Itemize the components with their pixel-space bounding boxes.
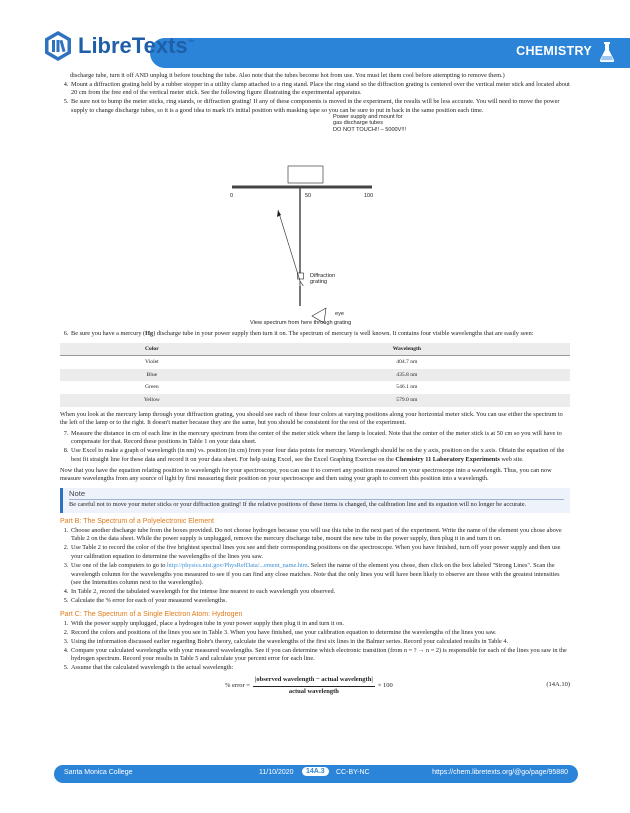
list-item: 2. Use Table 2 to record the color of the five brightest spectral lines you see and their corresponding positions on the spectroscope. When you have finished, turn off your power supply and then use your calibration equation to determine the wavelengths of the lines you saw. [70,544,570,561]
libretexts-logo-icon [44,30,72,62]
procedure-list-step6 [60,330,570,339]
color-cell: Yellow [60,394,244,407]
list-item: 3. Using the information discussed earlier regarding Bohr's theory, calculate the wavelengths of the first six lines in the Balmer series. Record your calculated results in Table 4. [70,638,570,647]
table-row [60,356,570,369]
page-footer [54,765,578,783]
procedure-list-part-b [60,527,570,606]
wavelength-cell: 404.7 nm [396,359,418,366]
sight-line-arrow [277,210,281,217]
apparatus-figure [60,113,570,286]
power-supply-box [288,166,323,183]
footer-date: 11/10/2020 [259,769,294,776]
libretexts-logo[interactable] [44,30,195,62]
color-cell: Violet [145,359,159,366]
list-item: 1. Choose another discharge tube from the boxes provided. Do not choose hydrogen because you will use this tube in the next part of the experiment. Write the name of the element you chose above Table 2 on the data sheet. While the power supply is unplugged, remove the mercury discharge tube, mount the new tube in the power supply, then plug it in and turn it on. [70,527,570,544]
footer-license: CC-BY-NC [336,769,370,776]
list-item: 8. Use Excel to make a graph of wavelength (in nm) vs. position (in cm) from your four data points for mercury. Wavelength should be on the y axis, position on the x axis. Obtain the equation of the best fit straight line for these data and record it on your data sheet. For help using Excel, see the Excel Graphing Exercise on the Chemistry 11 Laboratory Experiments web site. [70,447,570,464]
color-cell: Green [145,384,159,391]
subject-title: CHEMISTRY [516,44,592,58]
apparatus-diagram [60,113,570,286]
column-header-color: Color [60,343,244,356]
table-row [60,394,570,407]
equation-denominator: actual wavelength [288,687,339,695]
list-item: 2. Record the colors and positions of the lines you see in Table 3. When you have finished, use your calibration equation to determine the wavelengths of the lines you saw. [70,629,570,638]
tick-label-100: 100 [364,192,374,199]
list-item: 5. Assume that the calculated wavelength is the actual wavelength: [70,664,570,673]
diagram-lower [60,286,570,326]
wavelength-cell: 435.8 nm [244,369,570,382]
footer-url-link[interactable]: https://chem.libretexts.org/@go/page/95880 [432,769,568,776]
column-header-wavelength: Wavelength [244,343,570,356]
list-item: 1. With the power supply unplugged, place a hydrogen tube in your power supply then plug it in and turn it on. [70,620,570,629]
part-c-heading: Part C: The Spectrum of a Single Electron Atom: Hydrogen [60,610,243,618]
nist-link[interactable]: http://physics.nist.gov/PhysRefData/...ement_name.htm [167,561,308,569]
equation-number: (14A.10) [546,681,570,689]
continued-step-text: discharge tube, turn it off AND unplug it before touching the tube. Also note that the tubes become hot from use. You must let them cool before attempting to remove them.) [70,72,505,79]
procedure-list-part-c [60,620,570,674]
sight-line [278,210,300,281]
eye-label: eye [335,310,345,317]
paragraph: Now that you have the equation relating position to wavelength for your spectroscope, you can use it to convert any position measured on your spectroscope into a wavelength. Thus, you can now measure wavelengths from any source of light by first measuring their position on your spectroscope and then using your graph to convert this position into a wavelength. [60,466,552,483]
equation-rhs: × 100 [377,681,393,689]
list-item: 7. Measure the distance in cm of each line in the mercury spectrum from the center of the meter stick where the lamp is located. Note that the center of the meter stick is at 50 cm so you will have to compensate for that. Record these positions in Table 1 on your data sheet. [70,430,570,447]
note-text: Be careful not to move your meter sticks or your diffraction grating! If the relative positions of these items is changed, the calibration line and its equation will no longer be accurate. [69,501,527,509]
table-row [60,369,570,382]
power-supply-label: Power supply and mount for gas discharge tubes DO NOT TOUCH!! – 5000V!!! [333,113,407,133]
list-item: 4. Compare your calculated wavelengths with your measured wavelengths. See if you can determine which electronic transition (from n = ? → n = 2) is responsible for each of the lines you saw in the hydrogen spectrum. Record your results in Table 5 and calculate your percent error for each line. [70,647,570,664]
paragraph: When you look at the mercury lamp through your diffraction grating, you should see each of these four colors at varying positions along your horizontal meter stick. You can use either the spectrum to the left of the lamp or to the right. It doesn't matter because they are the same, but you should be consistent for the rest of the experiment. [60,410,563,427]
footer-college: Santa Monica College [64,769,133,776]
page-content [60,72,570,697]
footer-page-number: 14A.3 [302,767,329,776]
list-item: 6. Be sure you have a mercury (Hg) discharge tube in your power supply then turn it on. The spectrum of mercury is well known. It contains four visible wavelengths that are easily seen: [70,330,570,339]
procedure-list-part-a [60,81,570,116]
page-header [0,0,630,78]
wavelength-cell: 579.0 nm [244,394,570,407]
grating-label: Diffraction grating [310,272,336,286]
tick-label-0: 0 [230,192,234,199]
diagram-caption: View spectrum from here through grating [250,319,352,326]
color-cell: Blue [60,369,244,382]
wavelength-cell: 546.1 nm [396,384,418,391]
list-item: 5. Calculate the % error for each of your measured wavelengths. [70,597,570,606]
list-item: 3. Use one of the lab computers to go to http://physics.nist.gov/PhysRefData/...ement_name.htm. Select the name of the element you chose, then click on the box labeled "Strong Lines". Scan the wavelength column for the wavelengths you measured to see if you can find any close matches. Note that the only lines you will have been likely to observe are those with the greatest intensities (see the Intensities column next to the wavelengths). [70,562,570,588]
tick-label-50: 50 [305,192,312,199]
list-item: 4. Mount a diffraction grating held by a rubber stopper in a utility clamp attached to a ring stand. Place the ring stand so the diffraction grating is centered over the vertical meter stick and located about 20 cm from the free end of the vertical meter stick. See the following figure illustrating the experimental apparatus. [70,81,570,98]
flask-icon [598,41,616,63]
table-row [60,381,570,394]
note-box [60,488,570,513]
mercury-wavelength-table [60,343,570,407]
part-b-heading: Part B: The Spectrum of a Polyelectronic Element [60,517,214,525]
note-title: Note [69,490,564,501]
procedure-list-steps7-8 [60,430,570,465]
equation-fraction [253,676,375,696]
equation-numerator: |observed wavelength − actual wavelength| [253,676,375,687]
list-item: 4. In Table 2, record the tabulated wavelength for the intense line nearest to each wavelength you observed. [70,588,570,597]
list-item: 5. Be sure not to bump the meter sticks, ring stands, or diffraction grating! If any of these components is moved in the experiment, the results will be less accurate. You will need to move the power supply to change discharge tubes, so it is a good idea to mark it's initial position with masking tape so you can be sure to put in back in the same position each time. [70,98,570,115]
percent-error-equation [60,675,570,697]
table-header-row [60,343,570,356]
logo-text: LibreTexts™ [78,33,195,58]
equation-lhs: % error = [225,681,250,689]
